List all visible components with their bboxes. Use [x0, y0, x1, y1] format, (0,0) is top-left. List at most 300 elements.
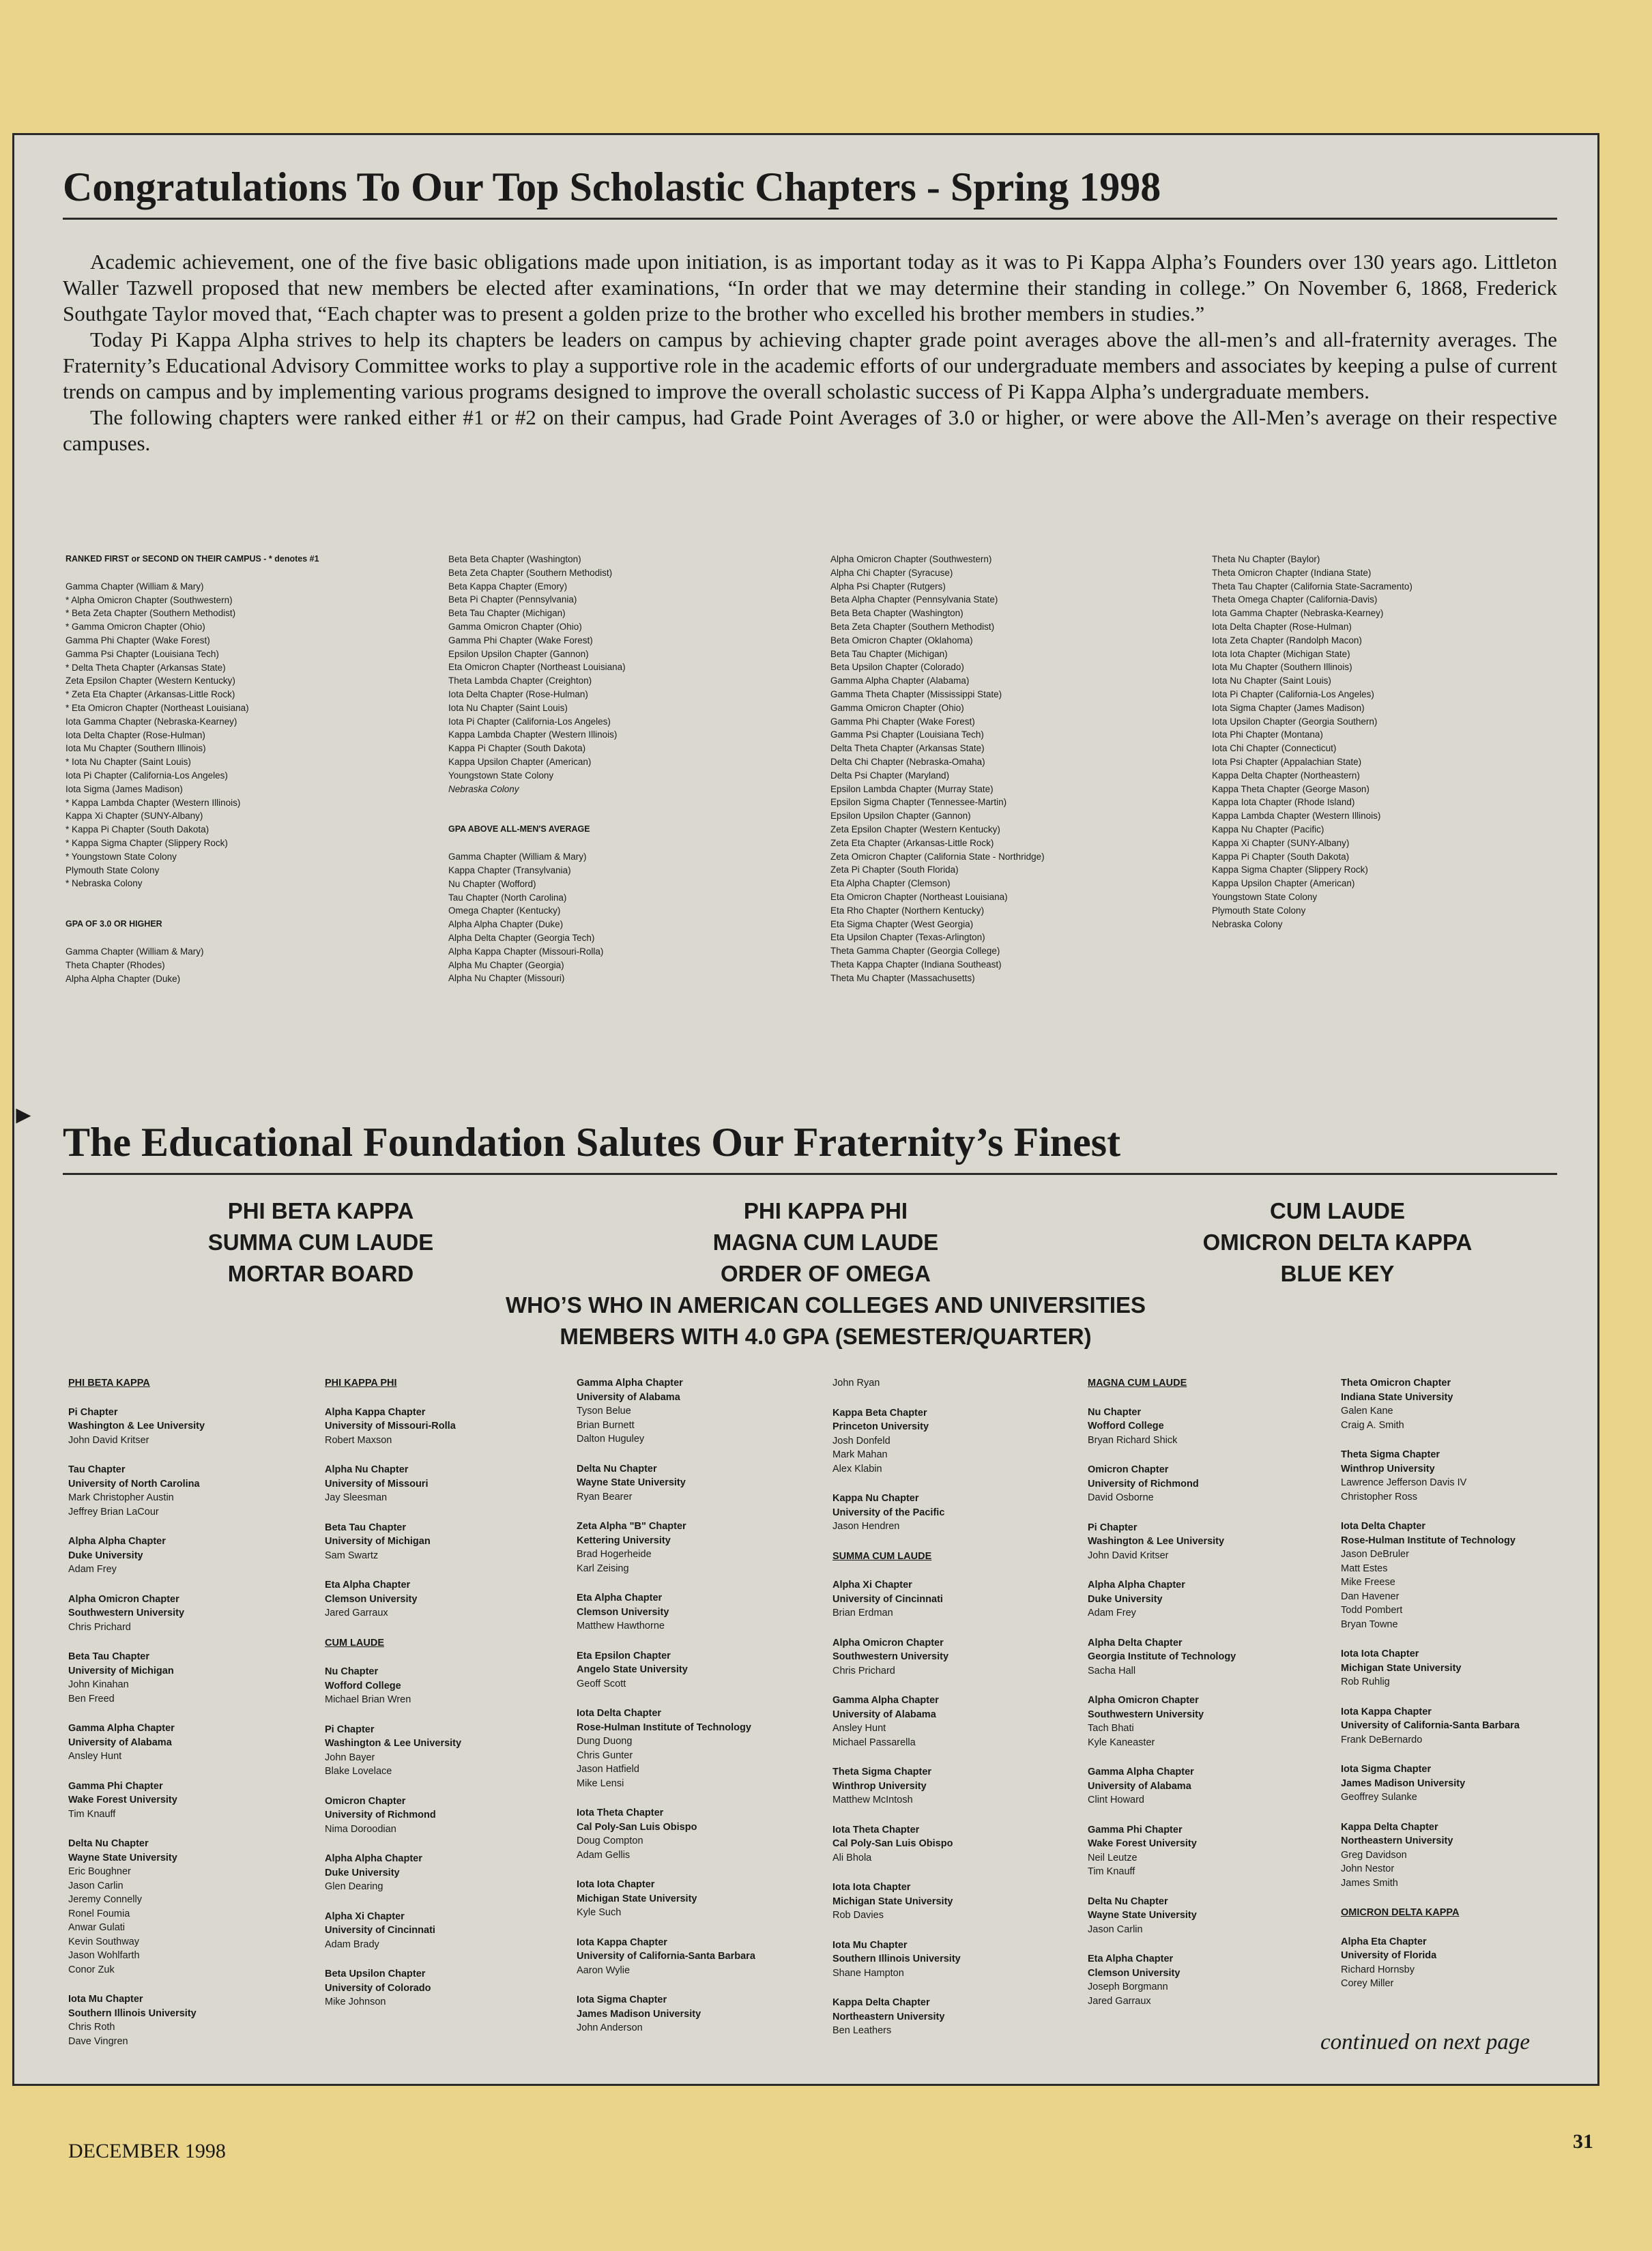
chapter-name: Alpha Omicron Chapter	[68, 1593, 179, 1605]
university-name: Winthrop University	[832, 1780, 927, 1792]
chapter-entry: Kappa Lambda Chapter (Western Illinois)	[1212, 811, 1381, 822]
award-entry	[1341, 1762, 1600, 1805]
member-name: Rob Ruhlig	[1341, 1676, 1390, 1687]
member-name: Brian Erdman	[832, 1608, 893, 1618]
award-entry	[325, 1521, 584, 1563]
chapter-entry: Theta Chapter (Rhodes)	[66, 959, 165, 970]
award-entry	[68, 1593, 328, 1635]
chapter-name: Iota Sigma Chapter	[577, 1994, 667, 2005]
member-name: Jason Hendren	[832, 1521, 900, 1532]
chapter-entry: * Gamma Omicron Chapter (Ohio)	[66, 622, 205, 633]
chapter-entry: Kappa Nu Chapter (Pacific)	[1212, 824, 1324, 834]
university-name: Wayne State University	[577, 1477, 686, 1488]
chapter-entry: Omega Chapter (Kentucky)	[448, 905, 561, 916]
university-name: Rose-Hulman Institute of Technology	[577, 1722, 751, 1733]
chapter-name: Iota Kappa Chapter	[577, 1936, 667, 1948]
chapter-entry: Beta Tau Chapter (Michigan)	[448, 608, 566, 619]
chapter-name: Kappa Delta Chapter	[832, 1997, 930, 2008]
university-name: University of Colorado	[325, 1982, 431, 1994]
chapter-entry: Beta Pi Chapter (Pennsylvania)	[448, 594, 577, 605]
member-name: Galen Kane	[1341, 1406, 1393, 1417]
award-section-heading: MAGNA CUM LAUDE	[1088, 1378, 1187, 1389]
chapter-entry: Theta Nu Chapter (Baylor)	[1212, 554, 1320, 564]
chapter-entry: Theta Kappa Chapter (Indiana Southeast)	[830, 959, 1002, 970]
university-name: Northeastern University	[832, 2011, 945, 2022]
member-name: Kyle Such	[577, 1907, 622, 1918]
page-title: Congratulations To Our Top Scholastic Chapters - Spring 1998	[63, 164, 1557, 220]
member-name: Ali Bhola	[832, 1852, 872, 1863]
member-name: Mark Christopher Austin	[68, 1492, 174, 1503]
university-name: James Madison University	[577, 2008, 701, 2020]
chapter-column-3	[830, 553, 1199, 985]
award-entry	[1341, 1376, 1600, 1432]
chapter-name: Alpha Xi Chapter	[325, 1911, 405, 1922]
award-entry	[68, 1650, 328, 1706]
chapter-entry: Gamma Omicron Chapter (Ohio)	[830, 702, 964, 713]
member-name: Sacha Hall	[1088, 1665, 1136, 1676]
member-name: Bryan Richard Shick	[1088, 1434, 1178, 1446]
chapter-entry: * Eta Omicron Chapter (Northeast Louisiana)	[66, 702, 249, 713]
member-name: Jason Carlin	[1088, 1923, 1143, 1935]
chapter-entry: Beta Zeta Chapter (Southern Methodist)	[448, 567, 613, 578]
chapter-entry: Iota Sigma (James Madison)	[66, 783, 183, 794]
chapter-entry: Delta Chi Chapter (Nebraska-Omaha)	[830, 756, 985, 767]
chapter-entry: Beta Omicron Chapter (Oklahoma)	[830, 635, 973, 645]
member-name: Chris Prichard	[832, 1665, 895, 1676]
member-name: Craig A. Smith	[1341, 1419, 1404, 1431]
member-name: Glen Dearing	[325, 1881, 383, 1892]
member-name: Michael Brian Wren	[325, 1694, 411, 1705]
chapter-name: Iota Iota Chapter	[1341, 1649, 1419, 1659]
university-name: Duke University	[325, 1867, 400, 1878]
member-name: Adam Frey	[68, 1564, 117, 1575]
chapter-entry: Epsilon Sigma Chapter (Tennessee-Martin)	[830, 797, 1007, 808]
chapter-name: Beta Tau Chapter	[325, 1522, 406, 1533]
chapter-name: Iota Theta Chapter	[832, 1824, 920, 1835]
university-name: University of California-Santa Barbara	[577, 1951, 755, 1962]
chapter-name: Theta Omicron Chapter	[1341, 1378, 1451, 1389]
chapter-name: Alpha Eta Chapter	[1341, 1936, 1427, 1947]
ranked-heading: RANKED FIRST or SECOND ON THEIR CAMPUS - * denotes #1	[66, 554, 319, 564]
chapter-entry: Beta Alpha Chapter (Pennsylvania State)	[830, 594, 998, 605]
member-name: Ben Freed	[68, 1693, 115, 1704]
chapter-entry: Theta Omega Chapter (California-Davis)	[1212, 594, 1378, 605]
chapter-name: Nu Chapter	[325, 1666, 379, 1677]
honor-label: SUMMA CUM LAUDE	[207, 1230, 434, 1255]
member-name: John Anderson	[577, 2022, 643, 2033]
chapter-entry: Alpha Alpha Chapter (Duke)	[448, 919, 564, 930]
chapter-entry: Alpha Delta Chapter (Georgia Tech)	[448, 932, 595, 943]
chapter-entry: Zeta Omicron Chapter (California State - Northridge)	[830, 851, 1045, 862]
award-entry	[577, 1806, 836, 1862]
award-entry	[1341, 1520, 1600, 1631]
member-name: David Osborne	[1088, 1492, 1154, 1503]
university-name: Angelo State University	[577, 1664, 688, 1675]
chapter-entry: Kappa Upsilon Chapter (American)	[1212, 878, 1355, 889]
chapter-entry: Kappa Delta Chapter (Northeastern)	[1212, 770, 1360, 781]
chapter-name: Theta Sigma Chapter	[1341, 1449, 1440, 1460]
chapter-entry: Kappa Xi Chapter (SUNY-Albany)	[66, 811, 203, 822]
university-name: Michigan State University	[577, 1893, 697, 1904]
awards-column-6	[1341, 1376, 1600, 2007]
university-name: University of Alabama	[68, 1737, 172, 1748]
university-name: Duke University	[68, 1550, 143, 1561]
award-entry	[1341, 1647, 1600, 1689]
honor-label: MEMBERS WITH 4.0 GPA (SEMESTER/QUARTER)	[560, 1324, 1092, 1349]
chapter-entry: Tau Chapter (North Carolina)	[448, 892, 567, 903]
university-name: University of Michigan	[325, 1536, 431, 1547]
award-entry	[832, 1996, 1092, 2038]
award-entry	[577, 1462, 836, 1505]
member-name: Ryan Bearer	[577, 1491, 633, 1502]
section-title: The Educational Foundation Salutes Our Fraternity’s Finest	[63, 1119, 1557, 1175]
award-entry	[577, 1707, 836, 1790]
award-entry	[577, 1878, 836, 1920]
chapter-entry: Iota Pi Chapter (California-Los Angeles)	[1212, 688, 1374, 699]
chapter-entry: Alpha Omicron Chapter (Southwestern)	[830, 554, 992, 564]
chapter-entry: Alpha Chi Chapter (Syracuse)	[830, 567, 953, 578]
university-name: Indiana State University	[1341, 1391, 1453, 1403]
chapter-name: Pi Chapter	[68, 1406, 118, 1418]
awards-column-2	[325, 1376, 584, 2025]
award-entry	[68, 1463, 328, 1519]
chapter-name: Alpha Alpha Chapter	[1088, 1580, 1185, 1591]
chapter-name: Kappa Delta Chapter	[1341, 1821, 1438, 1833]
chapter-entry: Kappa Upsilon Chapter (American)	[448, 756, 592, 767]
honor-label: MORTAR BOARD	[227, 1261, 414, 1286]
chapter-name: Alpha Kappa Chapter	[325, 1406, 426, 1418]
chapter-name: Zeta Alpha "B" Chapter	[577, 1521, 686, 1532]
award-entry	[832, 1578, 1092, 1621]
member-name: Joseph Borgmann	[1088, 1981, 1168, 1992]
awards-column-1	[68, 1376, 328, 2064]
chapter-entry: Iota Gamma Chapter (Nebraska-Kearney)	[1212, 608, 1384, 619]
chapter-entry: Epsilon Upsilon Chapter (Gannon)	[448, 648, 589, 659]
chapter-entry: Alpha Kappa Chapter (Missouri-Rolla)	[448, 946, 604, 957]
university-name: Clemson University	[325, 1593, 418, 1605]
university-name: Princeton University	[832, 1421, 929, 1432]
chapter-entry: Eta Upsilon Chapter (Texas-Arlington)	[830, 932, 985, 943]
university-name: James Madison University	[1341, 1777, 1466, 1789]
chapter-entry: Iota Chi Chapter (Connecticut)	[1212, 743, 1337, 754]
university-name: Southwestern University	[68, 1608, 185, 1618]
university-name: Southern Illinois University	[832, 1954, 961, 1964]
university-name: Michigan State University	[832, 1896, 953, 1907]
member-name: Chris Prichard	[68, 1621, 131, 1633]
member-name: Ben Leathers	[832, 2025, 892, 2036]
chapter-name: Pi Chapter	[325, 1724, 375, 1735]
member-name: Michael Passarella	[832, 1737, 916, 1748]
chapter-name: Eta Alpha Chapter	[325, 1580, 411, 1591]
member-name: Matthew Hawthorne	[577, 1621, 665, 1631]
chapter-entry: Iota Iota Chapter (Michigan State)	[1212, 648, 1350, 659]
chapter-entry: Iota Gamma Chapter (Nebraska-Kearney)	[66, 716, 237, 727]
award-entry	[1088, 1952, 1347, 2008]
award-entry	[325, 1463, 584, 1505]
chapter-entry: Kappa Chapter (Transylvania)	[448, 865, 571, 875]
university-name: Wake Forest University	[1088, 1838, 1197, 1849]
chapter-name: Alpha Omicron Chapter	[1088, 1695, 1199, 1706]
intro-paragraph: Today Pi Kappa Alpha strives to help its chapters be leaders on campus by achieving chapter grade point averages above the all-men’s and all-fraternity averages. The Fraternity’s Educational Advisory Committee works to play a supportive role in the academic efforts of our undergraduate members and associates by keeping a pulse of current trends on campus and by implementing various programs designed to improve the overall scholastic success of Pi Kappa Alpha’s undergraduate members.	[63, 328, 1557, 403]
award-entry	[1088, 1636, 1347, 1679]
honor-label: MAGNA CUM LAUDE	[712, 1230, 939, 1255]
award-section-heading: SUMMA CUM LAUDE	[832, 1550, 932, 1562]
university-name: University of Richmond	[325, 1810, 436, 1820]
award-entry	[1088, 1521, 1347, 1563]
award-entry	[832, 1823, 1092, 1865]
award-section-heading: CUM LAUDE	[325, 1637, 384, 1649]
award-entry	[325, 1723, 584, 1779]
university-name: Wayne State University	[68, 1852, 177, 1863]
chapter-entry: * Zeta Eta Chapter (Arkansas-Little Rock)	[66, 689, 235, 700]
university-name: University of Alabama	[1088, 1780, 1191, 1792]
member-name: Clint Howard	[1088, 1795, 1144, 1805]
chapter-entry: Delta Theta Chapter (Arkansas State)	[830, 743, 985, 754]
member-name: Richard Hornsby	[1341, 1964, 1415, 1975]
chapter-name: Iota Mu Chapter	[68, 1994, 143, 2005]
honors-middle	[450, 1195, 1201, 1352]
honor-label: ORDER OF OMEGA	[720, 1261, 931, 1286]
university-name: Kettering University	[577, 1535, 671, 1546]
award-entry	[1341, 1935, 1600, 1991]
chapter-list	[448, 553, 817, 796]
award-entry	[577, 1591, 836, 1633]
member-name: Mike Freese	[1341, 1577, 1395, 1588]
university-name: University of Alabama	[832, 1709, 936, 1720]
chapter-name: Iota Iota Chapter	[832, 1882, 911, 1893]
member-name: Geoff Scott	[577, 1678, 626, 1689]
chapter-entry: Zeta Epsilon Chapter (Western Kentucky)	[66, 676, 235, 686]
chapter-name: Nu Chapter	[1088, 1406, 1142, 1418]
award-entry	[1088, 1578, 1347, 1621]
member-name: Jared Garraux	[325, 1608, 388, 1618]
chapter-entry: Beta Zeta Chapter (Southern Methodist)	[830, 621, 995, 632]
chapter-name: Delta Nu Chapter	[577, 1463, 657, 1475]
chapter-entry: Iota Nu Chapter (Saint Louis)	[1212, 676, 1331, 686]
member-name: Tim Knauff	[68, 1808, 116, 1820]
member-name: Christopher Ross	[1341, 1491, 1418, 1502]
chapter-name: Iota Sigma Chapter	[1341, 1764, 1432, 1775]
chapter-entry: Iota Mu Chapter (Southern Illinois)	[66, 743, 206, 754]
chapter-entry: Gamma Phi Chapter (Wake Forest)	[830, 716, 975, 727]
chapter-name: Kappa Beta Chapter	[832, 1407, 927, 1419]
member-name: Doug Compton	[577, 1835, 643, 1846]
member-name: Jason DeBruler	[1341, 1549, 1409, 1560]
honors-left	[143, 1195, 498, 1290]
chapter-name: Alpha Nu Chapter	[325, 1464, 409, 1475]
chapter-entry: Iota Pi Chapter (California-Los Angeles)	[448, 716, 611, 727]
intro-text	[63, 249, 1557, 456]
chapter-entry: Alpha Nu Chapter (Missouri)	[448, 973, 565, 984]
chapter-entry: Beta Beta Chapter (Washington)	[830, 608, 963, 619]
member-name: Rob Davies	[832, 1910, 884, 1921]
chapter-entry: Nebraska Colony	[1212, 918, 1283, 929]
chapter-entry: * Delta Theta Chapter (Arkansas State)	[66, 662, 226, 673]
chapter-entry: Iota Delta Chapter (Rose-Hulman)	[66, 729, 205, 740]
chapter-entry: Eta Alpha Chapter (Clemson)	[830, 878, 951, 889]
member-name: Jeffrey Brian LaCour	[68, 1506, 159, 1517]
chapter-entry: Gamma Theta Chapter (Mississippi State)	[830, 688, 1002, 699]
award-entry	[1088, 1463, 1347, 1505]
chapter-entry: * Youngstown State Colony	[66, 851, 177, 862]
chapter-entry: Eta Rho Chapter (Northern Kentucky)	[830, 905, 985, 916]
award-entry	[1341, 1448, 1600, 1504]
chapter-entry: Gamma Alpha Chapter (Alabama)	[830, 676, 970, 686]
chapter-entry: * Kappa Sigma Chapter (Slippery Rock)	[66, 837, 228, 848]
chapter-name: Gamma Alpha Chapter	[832, 1695, 939, 1706]
chapter-entry: Iota Delta Chapter (Rose-Hulman)	[448, 688, 588, 699]
member-name: Chris Roth	[68, 2022, 115, 2033]
chapter-name: Eta Epsilon Chapter	[577, 1650, 671, 1661]
university-name: Wofford College	[1088, 1421, 1164, 1432]
member-name: Eric Boughner	[68, 1866, 131, 1877]
chapter-entry: Kappa Pi Chapter (South Dakota)	[448, 743, 586, 754]
member-name: Mike Johnson	[325, 1996, 386, 2007]
award-section-heading: PHI KAPPA PHI	[325, 1378, 397, 1389]
member-name: Ansley Hunt	[68, 1751, 122, 1762]
member-name: Conor Zuk	[68, 1964, 115, 1975]
member-name: Kyle Kaneaster	[1088, 1737, 1155, 1748]
chapter-entry: Plymouth State Colony	[66, 865, 160, 875]
chapter-name: Delta Nu Chapter	[1088, 1896, 1168, 1907]
member-name: Blake Lovelace	[325, 1766, 392, 1777]
member-name: John David Kritser	[1088, 1550, 1169, 1561]
chapter-name: Eta Alpha Chapter	[1088, 1954, 1174, 1964]
award-entry	[1088, 1694, 1347, 1749]
allmen-list	[448, 850, 817, 985]
bullet-icon: ▸	[16, 1099, 31, 1129]
honor-label: WHO’S WHO IN AMERICAN COLLEGES AND UNIVERSITIES	[505, 1292, 1146, 1318]
chapter-name: Iota Kappa Chapter	[1341, 1706, 1432, 1717]
chapter-entry: Theta Lambda Chapter (Creighton)	[448, 676, 592, 686]
chapter-entry: Youngstown State Colony	[448, 770, 554, 781]
university-name: University of Missouri-Rolla	[325, 1421, 456, 1432]
university-name: University of Richmond	[1088, 1478, 1199, 1490]
award-entry	[1088, 1895, 1347, 1937]
chapter-entry: Alpha Mu Chapter (Georgia)	[448, 959, 564, 970]
member-name: Matthew McIntosh	[832, 1795, 913, 1805]
chapter-name: Beta Upsilon Chapter	[325, 1969, 426, 1979]
member-name: Dan Havener	[1341, 1591, 1400, 1602]
chapter-entry: Beta Kappa Chapter (Emory)	[448, 581, 568, 592]
chapter-entry: Iota Mu Chapter (Southern Illinois)	[1212, 662, 1352, 673]
member-name: Todd Pombert	[1341, 1605, 1403, 1616]
footer-date: DECEMBER 1998	[68, 2140, 226, 2162]
chapter-name: Eta Alpha Chapter	[577, 1593, 663, 1603]
chapter-entry: Epsilon Lambda Chapter (Murray State)	[830, 783, 994, 794]
member-name: Josh Donfeld	[832, 1435, 890, 1447]
member-name: Robert Maxson	[325, 1434, 392, 1446]
member-name: Neil Leutze	[1088, 1852, 1137, 1863]
member-name: Tyson Belue	[577, 1406, 631, 1417]
chapter-entry: Theta Omicron Chapter (Indiana State)	[1212, 567, 1372, 578]
member-name: Mike Lensi	[577, 1777, 624, 1789]
chapter-entry: Epsilon Upsilon Chapter (Gannon)	[830, 811, 971, 822]
chapter-entry: Eta Omicron Chapter (Northeast Louisiana)	[830, 891, 1008, 902]
chapter-entry: * Alpha Omicron Chapter (Southwestern)	[66, 594, 233, 605]
intro-paragraph: The following chapters were ranked either #1 or #2 on their campus, had Grade Point Averages of 3.0 or higher, or were above the All-Men’s average on their respective campuses.	[63, 405, 1557, 455]
chapter-entry: Gamma Psi Chapter (Louisiana Tech)	[66, 648, 219, 659]
chapter-entry: Nebraska Colony	[448, 783, 519, 794]
chapter-entry: Iota Zeta Chapter (Randolph Macon)	[1212, 635, 1362, 645]
awards-column-3	[577, 1376, 836, 2051]
university-name: Southwestern University	[1088, 1709, 1204, 1720]
university-name: University of Michigan	[68, 1665, 174, 1676]
member-name: Aaron Wylie	[577, 1964, 631, 1976]
chapter-entry: Plymouth State Colony	[1212, 905, 1306, 916]
member-name: Sam Swartz	[325, 1550, 379, 1561]
award-entry	[832, 1406, 1092, 1477]
award-entry	[325, 1406, 584, 1448]
chapter-name: Alpha Alpha Chapter	[325, 1853, 422, 1864]
award-section-heading: OMICRON DELTA KAPPA	[1341, 1907, 1460, 1918]
award-entry	[325, 1967, 584, 2009]
member-name: Chris Gunter	[577, 1749, 633, 1761]
chapter-entry: Gamma Chapter (William & Mary)	[66, 946, 204, 957]
chapter-name: Gamma Phi Chapter	[1088, 1824, 1183, 1835]
chapter-entry: Kappa Pi Chapter (South Dakota)	[1212, 851, 1350, 862]
member-name: Jay Sleesman	[325, 1492, 388, 1503]
university-name: University of Alabama	[577, 1391, 680, 1403]
member-name: Bryan Towne	[1341, 1618, 1398, 1630]
member-name: John Kinahan	[68, 1679, 129, 1690]
university-name: Georgia Institute of Technology	[1088, 1651, 1236, 1662]
chapter-entry: Gamma Omicron Chapter (Ohio)	[448, 621, 582, 632]
chapter-list	[830, 553, 1199, 985]
award-entry	[1341, 1820, 1600, 1891]
member-name: Ansley Hunt	[832, 1723, 886, 1734]
chapter-entry: Iota Phi Chapter (Montana)	[1212, 729, 1323, 740]
chapter-entry: Theta Mu Chapter (Massachusetts)	[830, 972, 975, 983]
university-name: University of Cincinnati	[832, 1593, 943, 1605]
member-name: Jeremy Connelly	[68, 1894, 142, 1905]
chapter-entry: * Nebraska Colony	[66, 878, 143, 889]
chapter-entry: Kappa Iota Chapter (Rhode Island)	[1212, 797, 1355, 808]
award-entry	[832, 1492, 1092, 1534]
chapter-name: Alpha Xi Chapter	[832, 1580, 912, 1591]
university-name: Winthrop University	[1341, 1463, 1435, 1475]
page-number: 31	[1573, 2130, 1593, 2153]
award-entry	[1088, 1765, 1347, 1807]
university-name: Wofford College	[325, 1680, 401, 1691]
chapter-entry: * Iota Nu Chapter (Saint Louis)	[66, 757, 191, 768]
chapter-entry: Nu Chapter (Wofford)	[448, 878, 536, 889]
award-entry	[68, 1535, 328, 1577]
member-name: Jared Garraux	[1088, 1995, 1151, 2007]
award-entry	[832, 1938, 1092, 1981]
chapter-entry: Iota Nu Chapter (Saint Louis)	[448, 702, 568, 713]
member-name: Alex Klabin	[832, 1463, 882, 1475]
university-name: Wayne State University	[1088, 1910, 1197, 1921]
member-name: Corey Miller	[1341, 1978, 1394, 1989]
award-entry	[577, 1649, 836, 1691]
chapter-name: Kappa Nu Chapter	[832, 1493, 919, 1504]
award-entry	[325, 1910, 584, 1952]
award-entry	[68, 1992, 328, 2048]
chapter-name: Gamma Alpha Chapter	[1088, 1767, 1194, 1777]
member-name: Adam Frey	[1088, 1608, 1136, 1618]
chapter-name: Alpha Alpha Chapter	[68, 1536, 166, 1547]
member-name: Dave Vingren	[68, 2035, 128, 2047]
award-entry	[832, 1636, 1092, 1679]
member-name: Lawrence Jefferson Davis IV	[1341, 1477, 1467, 1488]
member-name: John Nestor	[1341, 1863, 1395, 1874]
chapter-entry: Kappa Theta Chapter (George Mason)	[1212, 783, 1370, 794]
member-name: Tim Knauff	[1088, 1866, 1135, 1877]
chapter-name: Beta Tau Chapter	[68, 1651, 149, 1662]
member-name: Kevin Southway	[68, 1936, 139, 1947]
chapter-entry: Gamma Psi Chapter (Louisiana Tech)	[830, 729, 984, 740]
